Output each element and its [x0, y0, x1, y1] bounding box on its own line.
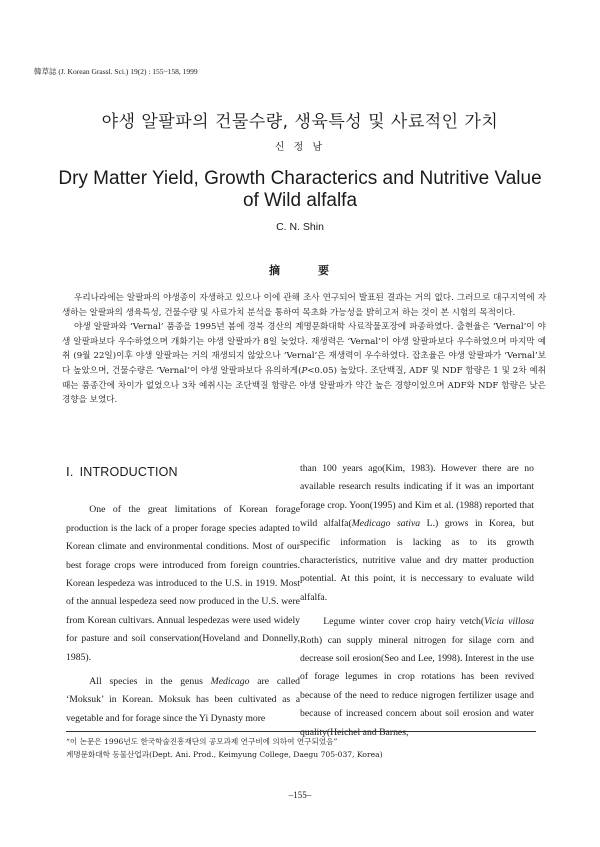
- genus-medicago: Medicago: [210, 676, 250, 688]
- section-title: INTRODUCTION: [79, 465, 178, 479]
- english-title-line-2: of Wild alfalfa: [242, 190, 358, 211]
- footnote-rule: [66, 731, 536, 732]
- english-title: [0, 168, 600, 212]
- left-paragraph-2: [66, 673, 300, 728]
- species-medicago-sativa: Medicago sativa: [351, 518, 421, 530]
- journal-reference: 韓草誌 (J. Korean Grassl. Sci.) 19(2) : 155~158, 1999: [34, 67, 198, 76]
- right-p1-part-b: L.) grows in Korea, but specific information is lacking as to its growth characteristics, nutritive value and dry matter production potential. At this point, it is neccessary to evaluate wild alfalfa.: [300, 518, 534, 603]
- left-paragraph-1: One of the great limitations of Korean forage production is the lack of a proper forage species adapted to Korean climate and environmental conditions. Most of our best forage crops were introduced from foreign countries. Korean lespedeza was introduced to the U.S. in 1919. Most of the annual lespedeza seed now produced in the U.S. were from Korean cultivars. Annual lespedezas were used widely for pasture and soil conservation(Hoveland and Donnelly, 1985).: [66, 504, 300, 663]
- footnote-funding: “이 논문은 1996년도 한국학술진흥재단의 공모과제 연구비에 의하여 연구되었음”: [66, 737, 338, 746]
- abstract-p2-part-a: 야생 알팔파와 ‘Vernal’ 품종을 1995년 봄에 경북 경산의 계명문화대학 사료작물포장에 파종하였다. 출현율은 ‘Vernal’이 야생 알팔파보다 우수하였으며 개화기는 야생 알팔파가 8일 늦었다. 재생력은 ‘Vernal’이 야생 알팔파보다 우수하였으며 마지막 예취 (9월 22일)이후 야생 알팔파는 거의 재생되지 않았으나 ‘Vernal’은 재생력이 우수하였다. 잡초율은 야생 알팔파가 ‘Vernal’보다 높았으며, 건물수량은 ‘Vernal’이 야생 알팔파보다 유의하게(: [62, 322, 546, 376]
- left-p2-part-b: are called ‘Moksuk’ in Korean. Moksuk has been cultivated as a vegetable and for forage since the Yi Dynasty more: [66, 676, 301, 724]
- page-number: –155–: [288, 790, 312, 800]
- abstract-paragraph-2: [62, 320, 546, 408]
- abstract-paragraph-1: 우리나라에는 알팔파의 야생종이 자생하고 있으나 이에 관해 조사 연구되어 발표된 결과는 거의 없다. 그러므로 대구지역에 자생하는 알팔파의 생육특성, 건물수량 및 사료가치 분석을 통하여 목초화 가능성을 밝히고저 하는 것이 본 시험의 목적이다.: [62, 293, 546, 318]
- right-p1-part-a: than 100 years ago(Kim, 1983). However there are no available research results indicating if it was an important forage crop. Yoon(1995) and Kim et al. (1988) reported that wild alfalfa(: [300, 463, 534, 530]
- footnote-affiliation: 계명문화대학 동물산업과(Dept. Ani. Prod., Keimyung College, Daegu 705-037, Korea): [66, 750, 383, 759]
- korean-title: 야생 알팔파의 건물수량, 생육특성 및 사료적인 가치: [101, 112, 499, 132]
- right-paragraph-2: [300, 613, 534, 742]
- english-author: C. N. Shin: [276, 221, 324, 233]
- abstract-heading-char-2: 要: [318, 264, 331, 277]
- section-heading-introduction: [66, 463, 300, 481]
- footnote: [66, 735, 546, 761]
- right-p2-part-a: Legume winter cover crop hairy vetch(: [323, 616, 485, 628]
- abstract-p2-part-b: <0.05) 높았다. 조단백질, ADF 및 NDF 함량은 1 및 2차 예취때는 품종간에 차이가 없었으나 3차 예취시는 조단백질 함량은 야생 알팔파가 약간 높은 경향이었으며 ADF와 NDF 함량은 낮은 경향을 보였다.: [62, 365, 546, 406]
- species-vicia-villosa: Vicia villosa: [484, 616, 535, 628]
- abstract: [62, 291, 546, 408]
- right-p2-part-b: Roth) can supply mineral nitrogen for silage corn and decrease soil erosion(Seo and Lee, 1998). Interest in the use of forage legumes in crop rotations has been revived because of the need to reduce nigrogen fertilizer usage and because of increased concern about soil erosion and water quality(Heichel and Barnes,: [300, 634, 534, 738]
- right-paragraph-1: [300, 460, 534, 607]
- korean-author: 신 정 남: [274, 142, 326, 153]
- abstract-heading-char-1: 摘: [269, 264, 282, 277]
- right-column: [300, 460, 534, 742]
- english-title-line-1: Dry Matter Yield, Growth Characterics and Nutritive Value: [58, 168, 542, 189]
- abstract-heading: [0, 262, 600, 278]
- left-column: [66, 460, 300, 728]
- left-p2-part-a: All species in the genus: [89, 676, 211, 688]
- abstract-p-statistic: P: [301, 365, 308, 376]
- section-number: Ⅰ.: [66, 465, 74, 479]
